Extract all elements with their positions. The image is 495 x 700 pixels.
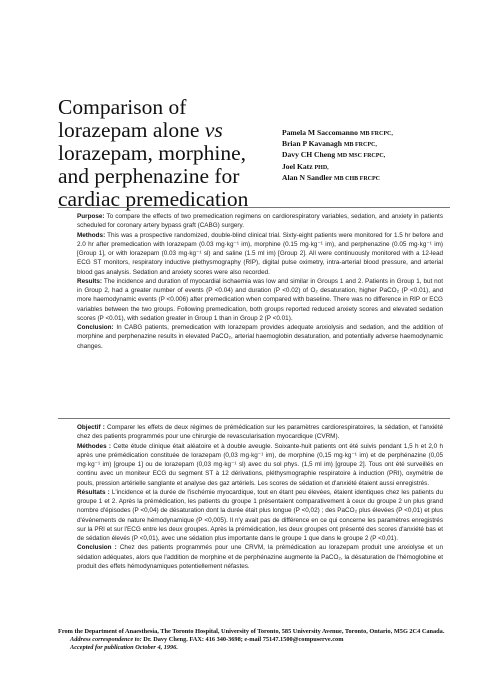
title-part-1: Comparison of lorazepam alone <box>58 95 205 142</box>
author: Davy CH Cheng MD MSC FRCPC, <box>282 150 386 160</box>
resume-conclusion <box>77 543 443 571</box>
results-label: Results: <box>77 277 103 285</box>
correspondence-label: Address correspondence to: <box>70 636 142 644</box>
purpose-label: Purpose: <box>77 213 105 220</box>
abstract-results <box>77 277 443 323</box>
resultats-label: Résultats : <box>77 488 110 496</box>
resume-objectif <box>77 423 443 442</box>
article-footnote <box>58 628 448 653</box>
results-text: The incidence and duration of myocardial ischaemia was low and similar in Groups 1 and 2. Patients in Group 1, but not in Group 2, had a greater number of events (P <0.04) and duration (P <0.02) of O₂ desaturation, higher PaCO₂ (P <0.01), and more haemodynamic events (P <0.006) after premedication when compared with baseline. There was no difference in RIP or ECG variables between the two groups. Following premedication, both groups reported reduced anxiety scores and elevated sedation scores (P <0.01), with sedation greater in Group 1 than in Group 2 (P <0.01). <box>77 277 443 322</box>
methods-label: Methods: <box>77 231 106 239</box>
methodes-text: Cette étude clinique était aléatoire et à double aveugle. Soixante-huit patients ont été suivis pendant 1,5 h et 2,0 h après une prémédication constituée de lorazepam (0,03 mg·kg⁻¹ im), de morphine (0,15 mg·kg⁻¹ im) et de perphénazine (0,05 mg·kg⁻¹ im) [groupe 1] ou de lorazepam (0,03 mg·kg⁻¹ sl) avec du sol phys. (1,5 ml im) [groupe 2]. Tous ont été surveillés en continu avec un moniteur ECG du segment ST à 12 dérivations, pléthysmographie respiratoire à induction (PRI), oxymétrie de pouls, pression artérielle sanglante et analyse des gaz artériels. Les scores de sédation et d'anxiété étaient aussi enregistrés. <box>77 442 443 487</box>
objectif-text: Comparer les effets de deux régimes de prémédication sur les paramètres cardiorespiratoires, la sédation, et l'anxiété chez des patients programmés pour une chirurgie de revascularisation myocardique (CVRM). <box>77 424 443 441</box>
resume-methodes <box>77 442 443 488</box>
conclusion-fr-text: Chez des patients programmés pour une CRVM, la prémédication au lorazepam produit une anxiolyse et un sédation adéquates, alors que l'addition de morphine et de perphénazine augmente la PaCO₂, la désaturation de l'hémoglobine et produit des effets hémodynamiques potentiellement néfastes. <box>77 544 443 570</box>
french-abstract <box>77 423 443 571</box>
resultats-text: L'incidence et la durée de l'ischémie myocardique, tout en étant peu élevées, étaient identiques chez les patients du groupe 1 et 2. Après la prémédication, les patients du groupe 1 présentaient comparativement à ceux du groupe 2 un plus grand nombre d'épisodes (P <0,04) de désaturation dont la durée était plus longue (P <0,02) ; des PaCO₂ plus élevées (P <0,01) et plus d'événements de nature hémodynamique (P <0,005). Il n'y avait pas de différence en ce qui concerne les paramètres enregistrés sur la PRI et sur l'ECG entre les deux groupes. Après la prémédication, les deux groupes ont présenté des scores d'anxiété bas et de sédation élevés (P <0,01), avec une sédation plus importante dans le groupe 1 que dans le groupe 2 (P <0,01). <box>77 488 443 542</box>
affiliation: From the Department of Anaesthesia, The Toronto Hospital, University of Toronto, 585 University Avenue, Toronto, Ontario, M5G 2C4 Canada. <box>58 628 445 635</box>
author: Pamela M Saccomanno MB FRCPC, <box>282 128 393 137</box>
article-title <box>58 96 270 211</box>
conclusion-fr-label: Conclusion : <box>77 544 117 552</box>
abstract-methods <box>77 231 443 277</box>
correspondence-text: Dr. Davy Cheng. FAX: 416 340-3698; e-mail 75147.1500@compuserve.com <box>141 636 344 644</box>
title-vs: vs <box>204 118 223 142</box>
divider <box>58 418 450 419</box>
author: Brian P Kavanagh MB FRCPC, <box>282 139 377 149</box>
author: Alan N Sandler MB CHB FRCPC <box>282 172 380 182</box>
conclusion-text: In CABG patients, premedication with lorazepam provides adequate anxiolysis and sedation, and the addition of morphine and perphenazine results in elevated PaCO₂, arterial haemoglobin desaturation, and potentially adverse haemodynamic changes. <box>77 324 443 350</box>
correspondence <box>58 636 448 644</box>
objectif-label: Objectif : <box>77 424 105 431</box>
author-list <box>282 128 472 184</box>
divider <box>58 207 450 208</box>
methods-text: This was a prospective randomized, double-blind clinical trial. Sixty-eight patients were monitored for 1.5 hr before and 2.0 hr after premedication with lorazepam (0.03 mg·kg⁻¹ im), morphine (0.15 mg·kg⁻¹ im), and perphenazine (0.05 mg·kg⁻¹ im) [Group 1], or with lorazepam (0.03 mg·kg⁻¹ sl) and saline (1.5 ml im) [Group 2]. All were continuously monitored with a 12-lead ECG ST monitors, respiratory inductive plethysmography (RIP), digital pulse oximetry, intra-arterial blood pressure, and arterial blood gas analysis. Sedation and anxiety scores were also recorded. <box>77 231 443 276</box>
author: Joel Katz PHD, <box>282 161 329 171</box>
english-abstract <box>77 212 443 351</box>
title-part-2: lorazepam, morphine, and perphenazine for cardiac premedication <box>58 141 249 211</box>
methodes-label: Méthodes : <box>77 442 111 450</box>
purpose-text: To compare the effects of two premedication regimens on cardiorespiratory variables, sedation, and anxiety in patients scheduled for coronary artery bypass graft (CABG) surgery. <box>77 213 443 230</box>
resume-resultats <box>77 488 443 544</box>
accepted-date: Accepted for publication October 4, 1996. <box>70 644 178 652</box>
conclusion-label: Conclusion: <box>77 324 114 331</box>
abstract-conclusion <box>77 323 443 351</box>
abstract-purpose <box>77 212 443 231</box>
